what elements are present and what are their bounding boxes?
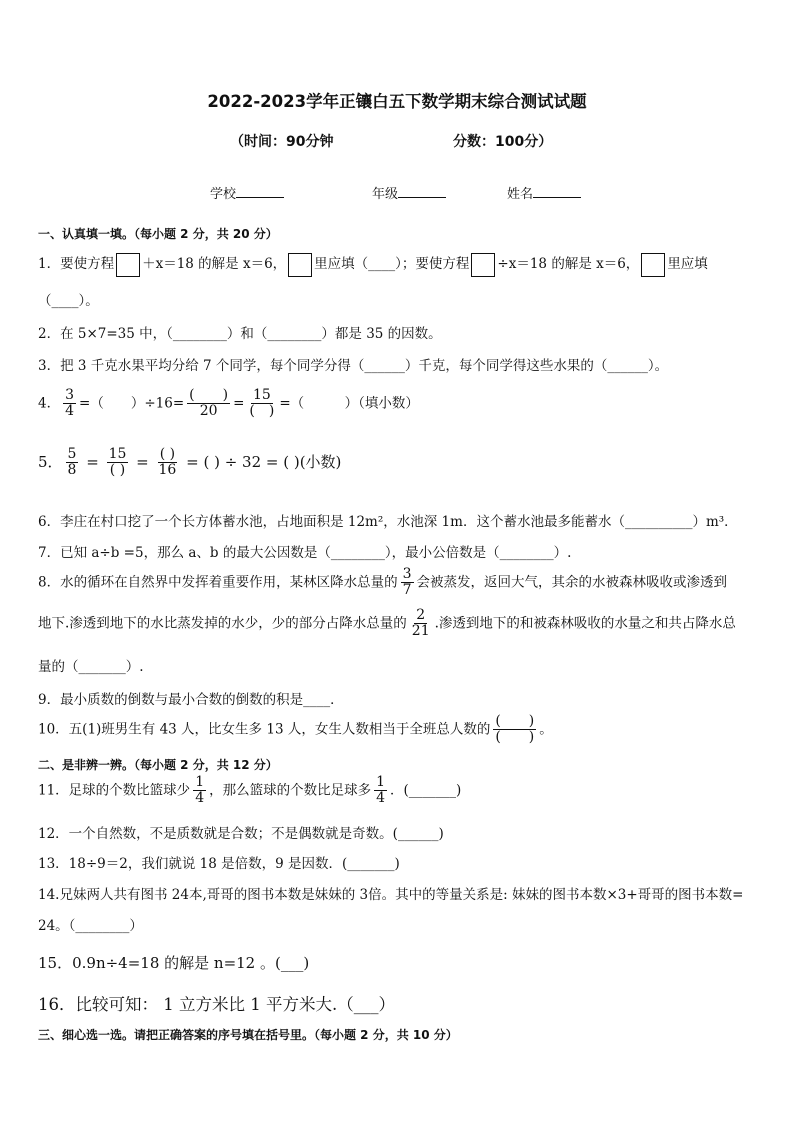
- q8-text-c: 地下.渗透到地下的水比蒸发掉的水少，少的部分占降水总量的: [38, 615, 407, 632]
- q1-text-c: 里应填（____）；要使方程: [314, 256, 470, 272]
- q4-number: 4．: [38, 395, 61, 412]
- q4-text-b: =（ ）÷16=: [79, 395, 185, 412]
- q11-fraction-1: $\frac{1}{4}$: [195, 774, 205, 807]
- q8-fraction-2: $\frac{2}{21}$: [411, 607, 430, 640]
- q1-box-4[interactable]: [641, 253, 665, 277]
- q11-text-c: ．(_______): [390, 782, 462, 799]
- q10-text-b: 。: [539, 721, 553, 738]
- q5-number: 5．: [38, 452, 63, 471]
- q8-text-a: 8．水的循环在自然界中发挥着重要作用，某林区降水总量的: [38, 574, 398, 591]
- question-3: 3．把 3 千克水果平均分给 7 个同学，每个同学分得（______）千克，每个同学得这些水果的（______）。: [38, 358, 669, 374]
- question-8-line-3: 量的（_______）.: [38, 659, 144, 675]
- name-field: [507, 183, 581, 202]
- q4-fraction-3: $\frac{15}{( )}$: [249, 387, 275, 420]
- question-11: [38, 775, 461, 807]
- q1-text-b: ＋x＝18 的解是 x＝6，: [142, 256, 287, 272]
- page-title: 2022-2023学年正镶白五下数学期末综合测试试题: [207, 92, 587, 111]
- question-12: 12．一个自然数，不是质数就是合数；不是偶数就是奇数。(______): [38, 826, 444, 842]
- q5-fraction-2: $\frac{15}{( )}$: [108, 446, 127, 479]
- question-10: [38, 714, 553, 746]
- question-8: [38, 567, 727, 599]
- q10-text-a: 10．五(1)班男生有 43 人，比女生多 13 人，女生人数相当于全班总人数的: [38, 721, 491, 738]
- q11-fraction-2: $\frac{1}{4}$: [376, 774, 386, 807]
- question-8-line-2: [38, 608, 736, 640]
- q11-text-b: ，那么篮球的个数比足球多: [209, 782, 372, 799]
- grade-blank[interactable]: [398, 184, 446, 198]
- q11-text-a: 11．足球的个数比篮球少: [38, 782, 191, 799]
- q5-fraction-1: $\frac{5}{8}$: [67, 446, 77, 479]
- question-14-cont: 24。（________）: [38, 918, 143, 934]
- question-2: 2．在 5×7=35 中，（________）和（________）都是 35 的因数。: [38, 326, 442, 342]
- grade-field: [372, 183, 446, 202]
- school-field: [210, 183, 284, 202]
- question-13: 13．18÷9＝2，我们就说 18 是倍数，9 是因数．(_______): [38, 856, 400, 872]
- q5-fraction-3: $\frac{( )}{16}$: [158, 446, 177, 479]
- question-6: 6．李庄在村口挖了一个长方体蓄水池，占地面积是 12m²，水池深 1m．这个蓄水池最多能蓄水（__________）m³．: [38, 514, 738, 530]
- q1-text-a: 1．要使方程: [38, 256, 115, 272]
- question-5: 5． $\frac{5}{8}$ = $\frac{15}{( )}$ = $\frac{( )}{16}$ = ( ) ÷ 32 = ( )(小数): [38, 446, 342, 479]
- exam-score: 分数：100分）: [453, 134, 553, 150]
- q5-text-b: = ( ) ÷ 32 = ( )(小数): [186, 452, 342, 471]
- school-blank[interactable]: [236, 184, 284, 198]
- section-3-heading: 三、细心选一选。请把正确答案的序号填在括号里。（每小题 2 分，共 10 分）: [38, 1028, 458, 1042]
- question-15: 15．0.9n÷4=18 的解是 n=12 。(___): [38, 954, 310, 972]
- question-7: 7．已知 a÷b =5，那么 a、b 的最大公因数是（________），最小公倍数是（________）.: [38, 545, 572, 561]
- q1-box-1[interactable]: [116, 253, 140, 277]
- school-label: 学校: [210, 187, 237, 202]
- q1-text-e: 里应填: [667, 256, 708, 272]
- question-1: [38, 252, 708, 277]
- grade-label: 年级: [372, 187, 399, 202]
- name-label: 姓名: [507, 187, 534, 202]
- question-16: 16．比较可知： 1 立方米比 1 平方米大.（___）: [38, 995, 395, 1014]
- section-1-heading: 一、认真填一填。（每小题 2 分，共 20 分）: [38, 227, 278, 241]
- q4-text-c: =（ ）（填小数）: [279, 395, 419, 412]
- q1-box-2[interactable]: [288, 253, 312, 277]
- q4-fraction-2: $\frac{( )}{20}$: [189, 387, 229, 420]
- q8-text-d: .渗透到地下的和被森林吸收的水量之和共占降水总: [434, 615, 736, 632]
- question-1-cont: （____）。: [38, 293, 99, 309]
- question-4: 4． $\frac{3}{4}$ =（ ）÷16= $\frac{( )}{20}$ = $\frac{15}{( )}$ =（ ）（填小数）: [38, 387, 419, 420]
- exam-time: （时间：90分钟: [230, 134, 334, 150]
- q1-box-3[interactable]: [471, 253, 495, 277]
- q8-text-b: 会被蒸发，返回大气，其余的水被森林吸收或渗透到: [416, 574, 728, 591]
- q8-fraction-1: $\frac{3}{7}$: [402, 566, 412, 599]
- q10-fraction: $\frac{( )}{( )}$: [495, 713, 535, 746]
- name-blank[interactable]: [533, 184, 581, 198]
- q4-fraction-1: $\frac{3}{4}$: [65, 387, 75, 420]
- q1-text-d: ÷x＝18 的解是 x＝6，: [497, 256, 640, 272]
- question-14: 14.兄妹两人共有图书 24本,哥哥的图书本数是妹妹的 3倍。其中的等量关系是: 妹妹的图书本数×3+哥哥的图书本数=: [38, 887, 744, 903]
- question-9: 9．最小质数的倒数与最小合数的倒数的积是____．: [38, 692, 344, 708]
- section-2-heading: 二、是非辨一辨。（每小题 2 分，共 12 分）: [38, 758, 278, 772]
